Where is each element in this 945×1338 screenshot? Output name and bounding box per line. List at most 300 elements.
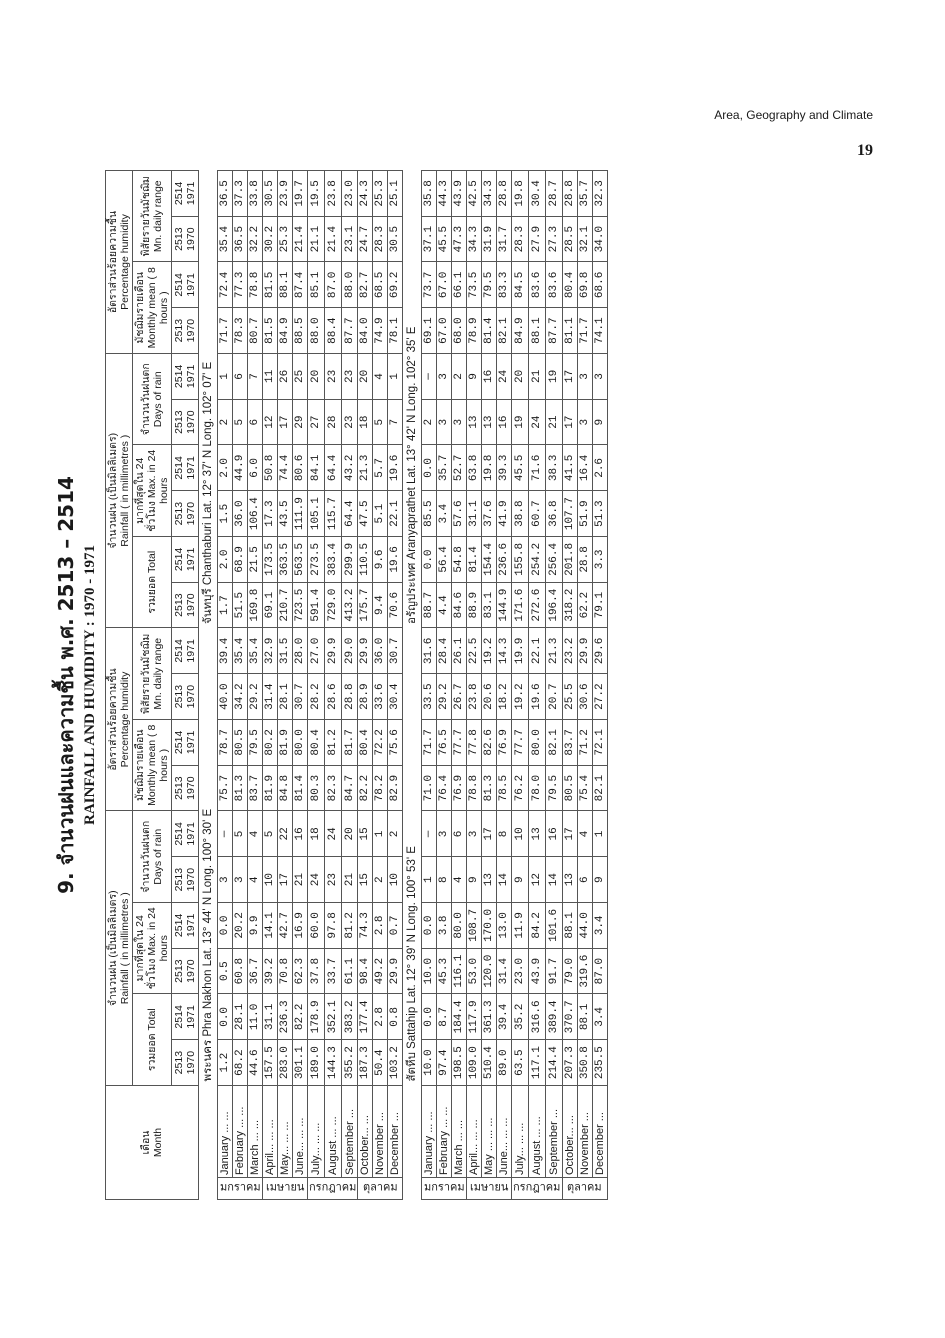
station-row — [403, 171, 422, 1200]
table-cell: 43.5 — [278, 491, 293, 537]
table-cell: 81.2 — [324, 720, 341, 766]
table-cell: 110.5 — [358, 537, 373, 583]
table-cell: 254.2 — [529, 537, 546, 583]
year-header-cell: 2514 1971 — [172, 262, 199, 308]
table-cell: 19.7 — [293, 171, 308, 217]
station-label: จันทบุรี Chanthaburi Lat. 12° 37' N Long. 102° 07' E — [202, 361, 214, 624]
table-cell: 207.3 — [562, 1040, 577, 1086]
table-row — [248, 171, 263, 1200]
table-cell: 91.7 — [546, 948, 563, 994]
table-cell: 16 — [497, 399, 512, 445]
table-cell: 24.3 — [358, 171, 373, 217]
table-cell: 76.5 — [437, 720, 452, 766]
table-cell: 81.7 — [341, 720, 358, 766]
year-header-cell: 2514 1971 — [172, 811, 199, 857]
table-cell: 69.1 — [422, 308, 437, 354]
table-cell: 29.2 — [248, 674, 263, 720]
table-cell: 350.8 — [577, 1040, 592, 1086]
table-cell: 10.0 — [422, 1040, 437, 1086]
table-cell: 31.1 — [467, 491, 482, 537]
table-cell: 78.1 — [388, 308, 403, 354]
table-cell: 4.4 — [437, 582, 452, 628]
table-row — [278, 171, 293, 1200]
table-cell: 23.2 — [562, 628, 577, 674]
table-cell: 27.3 — [546, 216, 563, 262]
table-cell: 75.4 — [577, 765, 592, 811]
month-label: October... ... — [358, 1086, 373, 1178]
table-cell: 64.4 — [341, 491, 358, 537]
table-cell: 0.0 — [422, 445, 437, 491]
table-cell: 83.6 — [529, 262, 546, 308]
table-cell: 0.0 — [422, 994, 437, 1040]
table-cell: 10.0 — [422, 948, 437, 994]
total-header: รวมยอด Total — [133, 994, 172, 1086]
table-cell: 34.2 — [233, 674, 248, 720]
table-cell: 82.7 — [358, 262, 373, 308]
table-cell: 84.8 — [278, 765, 293, 811]
table-cell: 2 — [373, 857, 388, 903]
rain-header-left: จำนวนฝน (เป็นมิลลิเมตร) Rainfall ( in millimetres ) — [106, 811, 133, 1086]
table-cell: 19 — [512, 399, 529, 445]
table-cell: 33.8 — [248, 171, 263, 217]
table-cell: 3 — [437, 811, 452, 857]
table-cell: 43.9 — [529, 948, 546, 994]
table-cell: 71.0 — [422, 765, 437, 811]
hum-header-left: อัตราส่วนร้อยความชื้น Percentage humidity — [106, 628, 133, 811]
table-cell: 256.4 — [546, 537, 563, 583]
table-cell: 35.4 — [233, 628, 248, 674]
table-cell: 83.6 — [546, 262, 563, 308]
table-cell: 27.0 — [308, 628, 325, 674]
table-cell: 144.3 — [324, 1040, 341, 1086]
table-cell: 103.2 — [388, 1040, 403, 1086]
month-label: March ... ... — [452, 1086, 467, 1178]
table-cell: 16.4 — [577, 445, 592, 491]
table-cell: 0.8 — [388, 994, 403, 1040]
table-cell: 76.9 — [497, 720, 512, 766]
rotated-table-block — [54, 170, 900, 1200]
table-cell: 28.1 — [278, 674, 293, 720]
table-cell: 25.3 — [373, 171, 388, 217]
table-cell: 60.7 — [529, 491, 546, 537]
table-cell: 10 — [388, 857, 403, 903]
table-cell: 82.1 — [546, 720, 563, 766]
year-header-cell: 2513 1970 — [172, 765, 199, 811]
mean-header: มัชฌิมรายเดือน Monthly mean ( 8 hours ) — [133, 262, 172, 354]
station-label: อรัญประเทศ Aranyaprathet Lat. 13° 42' N Long. 102° 35' E — [406, 326, 419, 624]
table-cell: 101.6 — [546, 903, 563, 949]
table-row — [293, 171, 308, 1200]
table-cell: 24 — [529, 399, 546, 445]
month-label: January ... ... — [218, 1086, 233, 1178]
table-cell: 50.4 — [373, 1040, 388, 1086]
table-cell: 6.0 — [248, 445, 263, 491]
table-cell: 178.9 — [308, 994, 325, 1040]
table-cell: 3.3 — [592, 537, 607, 583]
table-cell: 44.9 — [233, 445, 248, 491]
table-cell: 29.9 — [388, 948, 403, 994]
table-cell: 67.0 — [437, 308, 452, 354]
table-cell: 84.9 — [512, 308, 529, 354]
month-label: December ... — [388, 1086, 403, 1178]
table-cell: 36.5 — [233, 216, 248, 262]
station-row — [199, 171, 218, 1200]
table-cell: 9 — [512, 857, 529, 903]
table-cell: 563.5 — [293, 537, 308, 583]
days-header: จำนวนวันฝนตก Days of rain — [133, 354, 172, 446]
table-cell: 1 — [592, 811, 607, 857]
table-cell: 81.2 — [341, 903, 358, 949]
table-cell: 68.9 — [233, 537, 248, 583]
table-cell: 107.7 — [562, 491, 577, 537]
table-row — [512, 171, 529, 1200]
table-cell: 8 — [437, 857, 452, 903]
table-cell: 30.4 — [529, 171, 546, 217]
range-header: พิสัยรายวันมัชฌิม Mn. daily range — [133, 171, 172, 263]
table-cell: 88.1 — [529, 308, 546, 354]
table-cell: 0.0 — [218, 903, 233, 949]
table-cell: 17 — [562, 811, 577, 857]
table-cell: 2.8 — [373, 903, 388, 949]
table-cell: 88.7 — [422, 582, 437, 628]
table-cell: 72.2 — [373, 720, 388, 766]
table-cell: 32.3 — [592, 171, 607, 217]
table-cell: 44.0 — [577, 903, 592, 949]
table-cell: — — [218, 811, 233, 857]
table-cell: 63.5 — [512, 1040, 529, 1086]
table-cell: 115.7 — [324, 491, 341, 537]
table-cell: 15 — [358, 811, 373, 857]
table-cell: 34.0 — [592, 216, 607, 262]
table-cell: 81.9 — [278, 720, 293, 766]
table-cell: 69.1 — [263, 582, 278, 628]
table-cell: 98.4 — [358, 948, 373, 994]
table-cell: 2 — [452, 354, 467, 400]
table-cell: 318.2 — [562, 582, 577, 628]
table-cell: 510.4 — [482, 1040, 497, 1086]
month-label: June... ... ... — [293, 1086, 308, 1178]
table-cell: 84.6 — [452, 582, 467, 628]
table-cell: 83.3 — [497, 262, 512, 308]
table-cell: 20.7 — [546, 674, 563, 720]
month-label: April... ... ... — [467, 1086, 482, 1178]
table-cell: 9.9 — [248, 903, 263, 949]
table-cell: 78.5 — [497, 765, 512, 811]
table-cell: 81.1 — [562, 308, 577, 354]
table-cell: 80.4 — [562, 262, 577, 308]
table-cell: 18 — [308, 811, 325, 857]
table-cell: 36.0 — [373, 628, 388, 674]
table-row — [546, 171, 563, 1200]
table-cell: 60.8 — [233, 948, 248, 994]
table-cell: 29.2 — [437, 674, 452, 720]
table-cell: 81.3 — [233, 765, 248, 811]
table-row — [562, 171, 577, 1200]
table-cell: 3.4 — [592, 994, 607, 1040]
table-cell: 21.3 — [358, 445, 373, 491]
table-row — [577, 171, 592, 1200]
table-cell: 33.5 — [422, 674, 437, 720]
table-cell: 21.3 — [546, 628, 563, 674]
table-cell: 81.4 — [467, 537, 482, 583]
table-cell: 23.0 — [341, 171, 358, 217]
table-cell: 71.6 — [529, 445, 546, 491]
table-cell: 19 — [546, 354, 563, 400]
table-cell: 87.7 — [546, 308, 563, 354]
table-cell: 23.1 — [341, 216, 358, 262]
table-cell: 9.4 — [373, 582, 388, 628]
table-cell: 19.2 — [482, 628, 497, 674]
table-cell: 370.7 — [562, 994, 577, 1040]
table-cell: 34.3 — [482, 171, 497, 217]
table-cell: 198.5 — [452, 1040, 467, 1086]
table-cell: 723.5 — [293, 582, 308, 628]
year-header-cell: 2514 1971 — [172, 994, 199, 1040]
table-cell: 5.7 — [373, 445, 388, 491]
table-cell: 78.0 — [529, 765, 546, 811]
table-cell: 72.1 — [592, 720, 607, 766]
table-cell: 26 — [278, 354, 293, 400]
table-cell: 87.7 — [341, 308, 358, 354]
table-cell: 81.5 — [263, 262, 278, 308]
table-cell: 25.3 — [278, 216, 293, 262]
table-cell: 62.3 — [293, 948, 308, 994]
table-cell: 25.5 — [562, 674, 577, 720]
table-cell: 24 — [308, 857, 325, 903]
table-cell: 27.2 — [592, 674, 607, 720]
table-cell: 2.6 — [592, 445, 607, 491]
table-cell: 299.9 — [341, 537, 358, 583]
table-cell: 13 — [467, 399, 482, 445]
table-cell: 28.3 — [373, 216, 388, 262]
table-cell: 39.3 — [497, 445, 512, 491]
table-cell: 25.1 — [388, 171, 403, 217]
station-label: พระนคร Phra Nakhon Lat. 13° 44' N Long. 100° 30' E — [202, 808, 214, 1082]
table-cell: 0.0 — [422, 537, 437, 583]
rainfall-humidity-table — [105, 170, 608, 1200]
table-cell: 21.4 — [293, 216, 308, 262]
table-cell: 36.5 — [218, 171, 233, 217]
table-cell: 31.7 — [497, 216, 512, 262]
table-cell: 71.2 — [577, 720, 592, 766]
table-cell: 201.8 — [562, 537, 577, 583]
table-cell: 6 — [248, 399, 263, 445]
table-cell: 413.2 — [341, 582, 358, 628]
table-cell: 52.7 — [452, 445, 467, 491]
year-header-cell: 2514 1971 — [172, 445, 199, 491]
table-cell: 20.6 — [482, 674, 497, 720]
table-cell: 44.6 — [248, 1040, 263, 1086]
year-header-cell: 2513 1970 — [172, 948, 199, 994]
table-cell: — — [422, 811, 437, 857]
month-label: May ... ... ... — [482, 1086, 497, 1178]
table-cell: 80.5 — [562, 765, 577, 811]
table-cell: 16.9 — [293, 903, 308, 949]
table-cell: 21.1 — [308, 216, 325, 262]
table-cell: 3.4 — [592, 903, 607, 949]
table-cell: 53.0 — [467, 948, 482, 994]
table-cell: 77.8 — [467, 720, 482, 766]
table-cell: 21 — [293, 857, 308, 903]
table-cell: 12 — [263, 399, 278, 445]
month-group-label: มกราคม — [422, 1178, 467, 1200]
table-cell: 87.4 — [293, 262, 308, 308]
table-cell: 189.0 — [308, 1040, 325, 1086]
table-cell: 235.5 — [592, 1040, 607, 1086]
table-cell: 21 — [341, 857, 358, 903]
table-cell: — — [422, 354, 437, 400]
table-cell: 31.4 — [263, 674, 278, 720]
table-cell: 85.5 — [422, 491, 437, 537]
table-cell: 3.8 — [437, 903, 452, 949]
table-cell: 82.9 — [388, 765, 403, 811]
table-cell: 14 — [497, 857, 512, 903]
table-cell: 41.5 — [562, 445, 577, 491]
table-cell: 82.6 — [482, 720, 497, 766]
table-cell: 51.5 — [233, 582, 248, 628]
table-cell: 88.0 — [308, 308, 325, 354]
table-cell: 97.4 — [437, 1040, 452, 1086]
table-cell: 109.0 — [467, 1040, 482, 1086]
table-cell: 8 — [497, 811, 512, 857]
hum-header-right: อัตราส่วนร้อยความชื้น Percentage humidity — [106, 171, 133, 354]
table-cell: 82.2 — [358, 765, 373, 811]
table-cell: 76.2 — [512, 765, 529, 811]
table-cell: 60.0 — [308, 903, 325, 949]
table-cell: 14 — [546, 857, 563, 903]
table-cell: 15 — [358, 857, 373, 903]
year-header-cell: 2514 1971 — [172, 171, 199, 217]
table-cell: 56.4 — [437, 537, 452, 583]
table-cell: 36.0 — [233, 491, 248, 537]
table-cell: 29.9 — [324, 628, 341, 674]
table-cell: 81.4 — [293, 765, 308, 811]
table-cell: 20 — [341, 811, 358, 857]
table-cell: 25 — [293, 354, 308, 400]
table-cell: 111.9 — [293, 491, 308, 537]
table-cell: 30.7 — [388, 628, 403, 674]
table-cell: 106.4 — [248, 491, 263, 537]
month-label: September ... — [341, 1086, 358, 1178]
table-cell: 14.1 — [263, 903, 278, 949]
table-row — [233, 171, 248, 1200]
table-row — [388, 171, 403, 1200]
table-cell: 77.7 — [512, 720, 529, 766]
table-cell: 316.6 — [529, 994, 546, 1040]
table-cell: 117.1 — [529, 1040, 546, 1086]
table-cell: 283.0 — [278, 1040, 293, 1086]
table-cell: 2.0 — [218, 537, 233, 583]
table-cell: 4 — [373, 354, 388, 400]
table-row — [358, 171, 373, 1200]
rain-header-right: จำนวนฝน (เป็นมิลลิเมตร) Rainfall ( in millimetres ) — [106, 354, 133, 629]
table-cell: 43.9 — [452, 171, 467, 217]
table-cell: 2.0 — [218, 445, 233, 491]
table-cell: 105.1 — [308, 491, 325, 537]
title-english: RAINFALL AND HUMIDITY : 1970 - 1971 — [82, 545, 98, 826]
table-cell: 29.6 — [592, 628, 607, 674]
table-cell: 20.2 — [233, 903, 248, 949]
table-cell: 83.7 — [248, 765, 263, 811]
table-body — [199, 171, 608, 1200]
table-cell: 28.0 — [293, 628, 308, 674]
table-cell: 76.4 — [437, 765, 452, 811]
month-header: เดือน Month — [106, 1086, 199, 1200]
table-cell: 97.8 — [324, 903, 341, 949]
table-cell: 81.5 — [263, 308, 278, 354]
table-cell: 39.4 — [497, 994, 512, 1040]
table-cell: 20 — [358, 354, 373, 400]
table-cell: 54.8 — [452, 537, 467, 583]
table-cell: 17 — [278, 399, 293, 445]
table-cell: 9 — [592, 857, 607, 903]
table-cell: 3 — [437, 354, 452, 400]
table-cell: 23 — [341, 354, 358, 400]
table-cell: 37.3 — [233, 171, 248, 217]
table-cell: 89.0 — [497, 1040, 512, 1086]
table-cell: 273.5 — [308, 537, 325, 583]
table-cell: 13 — [562, 857, 577, 903]
table-cell: 75.6 — [388, 720, 403, 766]
table-cell: 4 — [248, 857, 263, 903]
table-cell: 3.4 — [437, 491, 452, 537]
table-cell: 28.6 — [324, 674, 341, 720]
table-row — [467, 171, 482, 1200]
table-cell: 78.8 — [248, 262, 263, 308]
table-cell: 155.8 — [512, 537, 529, 583]
table-cell: 10 — [263, 857, 278, 903]
table-row — [529, 171, 546, 1200]
table-cell: 389.4 — [546, 994, 563, 1040]
table-cell: 30.6 — [577, 674, 592, 720]
table-row — [218, 171, 233, 1200]
table-cell: 26.7 — [452, 674, 467, 720]
table-cell: 28.5 — [562, 216, 577, 262]
month-label: June... ... ... — [497, 1086, 512, 1178]
table-cell: 37.6 — [482, 491, 497, 537]
month-label: March ... ... — [248, 1086, 263, 1178]
table-cell: 23.8 — [467, 674, 482, 720]
table-cell: 84.5 — [512, 262, 529, 308]
month-group-label: เมษายน — [263, 1178, 308, 1200]
table-cell: 7 — [248, 354, 263, 400]
table-cell: 71.7 — [422, 720, 437, 766]
table-cell: 83.7 — [562, 720, 577, 766]
table-cell: 19.8 — [482, 445, 497, 491]
table-cell: 120.0 — [482, 948, 497, 994]
table-cell: 80.0 — [293, 720, 308, 766]
table-cell: 9 — [592, 399, 607, 445]
table-cell: 81.4 — [482, 308, 497, 354]
month-label: October... ... — [562, 1086, 577, 1178]
month-group-label: กรกฎาคม — [308, 1178, 358, 1200]
table-cell: 78.2 — [373, 765, 388, 811]
table-cell: 74.9 — [373, 308, 388, 354]
table-cell: 87.0 — [324, 262, 341, 308]
table-cell: 13 — [482, 857, 497, 903]
table-cell: 4 — [452, 857, 467, 903]
table-cell: 23.8 — [324, 171, 341, 217]
table-cell: 74.3 — [358, 903, 373, 949]
table-cell: 88.9 — [467, 582, 482, 628]
table-cell: 42.5 — [467, 171, 482, 217]
table-cell: 3 — [452, 399, 467, 445]
table-cell: 33.6 — [373, 674, 388, 720]
table-cell: 35.2 — [512, 994, 529, 1040]
table-cell: 9 — [467, 354, 482, 400]
table-cell: 32.2 — [248, 216, 263, 262]
table-cell: 31.4 — [497, 948, 512, 994]
